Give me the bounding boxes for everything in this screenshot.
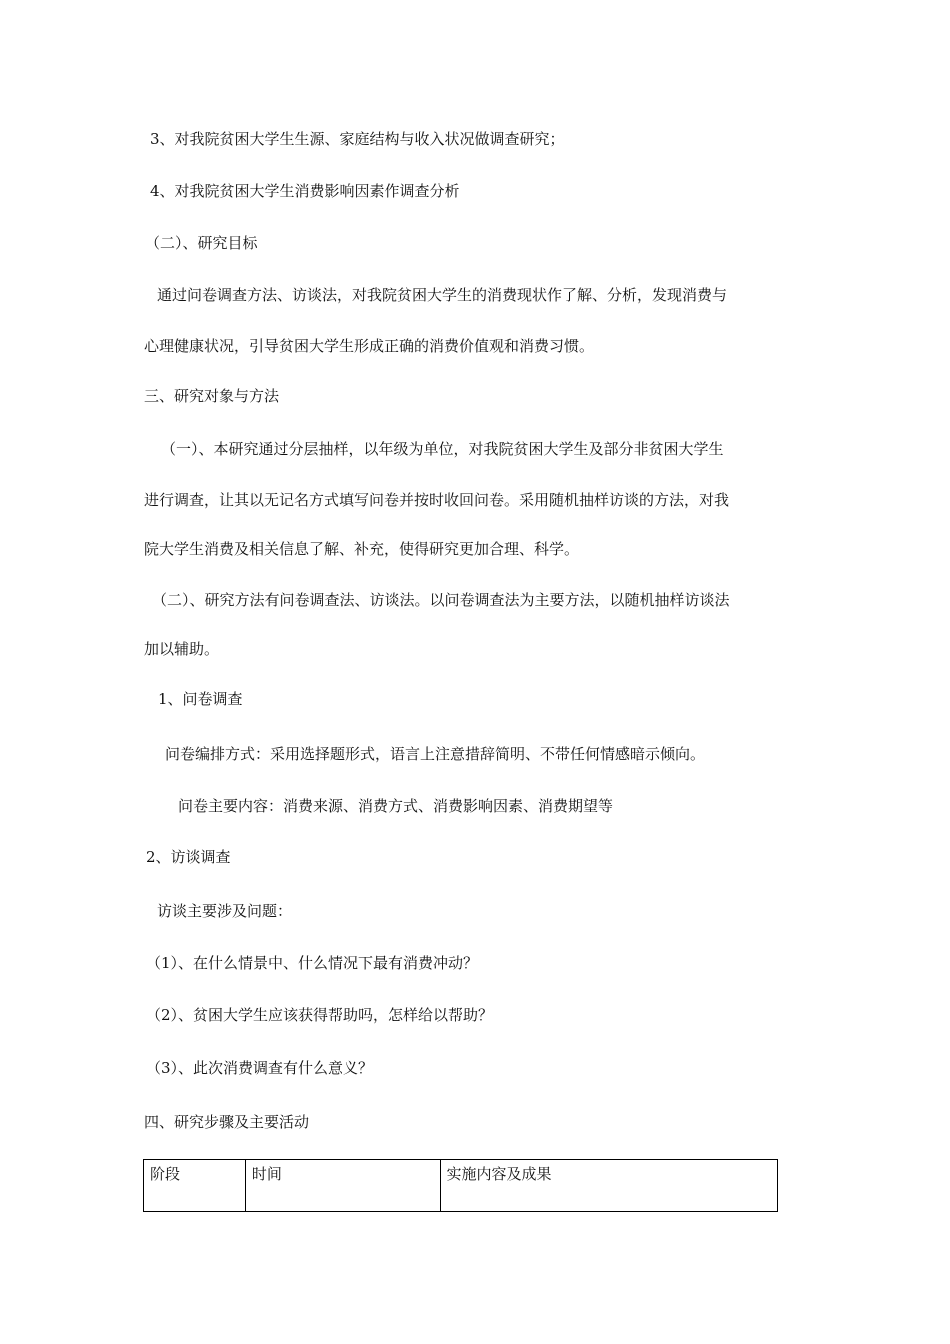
heading-interview: 2、访谈调查 — [146, 848, 231, 866]
paragraph-goal-line-1: 通过问卷调查方法、访谈法，对我院贫困大学生的消费现状作了解、分析，发现消费与 — [157, 286, 728, 304]
paragraph-item-3: 3、对我院贫困大学生生源、家庭结构与收入状况做调查研究； — [150, 130, 565, 148]
heading-section-3: 三、研究对象与方法 — [144, 387, 280, 405]
interview-question-3: （3）、此次消费调查有什么意义？ — [146, 1059, 374, 1077]
paragraph-questionnaire-content: 问卷主要内容：消费来源、消费方式、消费影响因素、消费期望等 — [178, 797, 614, 815]
interview-question-2: （2）、贫困大学生应该获得帮助吗，怎样给以帮助？ — [146, 1006, 494, 1024]
paragraph-interview-intro: 访谈主要涉及问题： — [157, 902, 293, 920]
paragraph-method-line-2: 加以辅助。 — [144, 640, 220, 658]
paragraph-method-line-1: （二）、研究方法有问卷调查法、访谈法。以问卷调查法为主要方法，以随机抽样访谈法 — [152, 591, 730, 609]
table-header-content: 实施内容及成果 — [440, 1160, 777, 1212]
paragraph-object-line-1: （一）、本研究通过分层抽样，以年级为单位，对我院贫困大学生及部分非贫困大学生 — [161, 440, 724, 458]
paragraph-object-line-2: 进行调查，让其以无记名方式填写问卷并按时收回问卷。采用随机抽样访谈的方法，对我 — [144, 491, 730, 509]
paragraph-goal-line-2: 心理健康状况，引导贫困大学生形成正确的消费价值观和消费习惯。 — [144, 337, 595, 355]
paragraph-questionnaire-layout: 问卷编排方式：采用选择题形式，语言上注意措辞简明、不带任何情感暗示倾向。 — [165, 745, 706, 763]
table-header-stage: 阶段 — [144, 1160, 246, 1212]
table-header-row — [144, 1160, 778, 1212]
paragraph-item-4: 4、对我院贫困大学生消费影响因素作调查分析 — [150, 182, 460, 200]
table-header-time: 时间 — [245, 1160, 440, 1212]
research-steps-table — [143, 1159, 778, 1212]
heading-research-goal: （二）、研究目标 — [145, 234, 258, 252]
heading-section-4: 四、研究步骤及主要活动 — [144, 1113, 310, 1131]
interview-question-1: （1）、在什么情景中、什么情况下最有消费冲动？ — [146, 954, 479, 972]
paragraph-object-line-3: 院大学生消费及相关信息了解、补充，使得研究更加合理、科学。 — [144, 540, 580, 558]
heading-questionnaire: 1、问卷调查 — [158, 690, 243, 708]
